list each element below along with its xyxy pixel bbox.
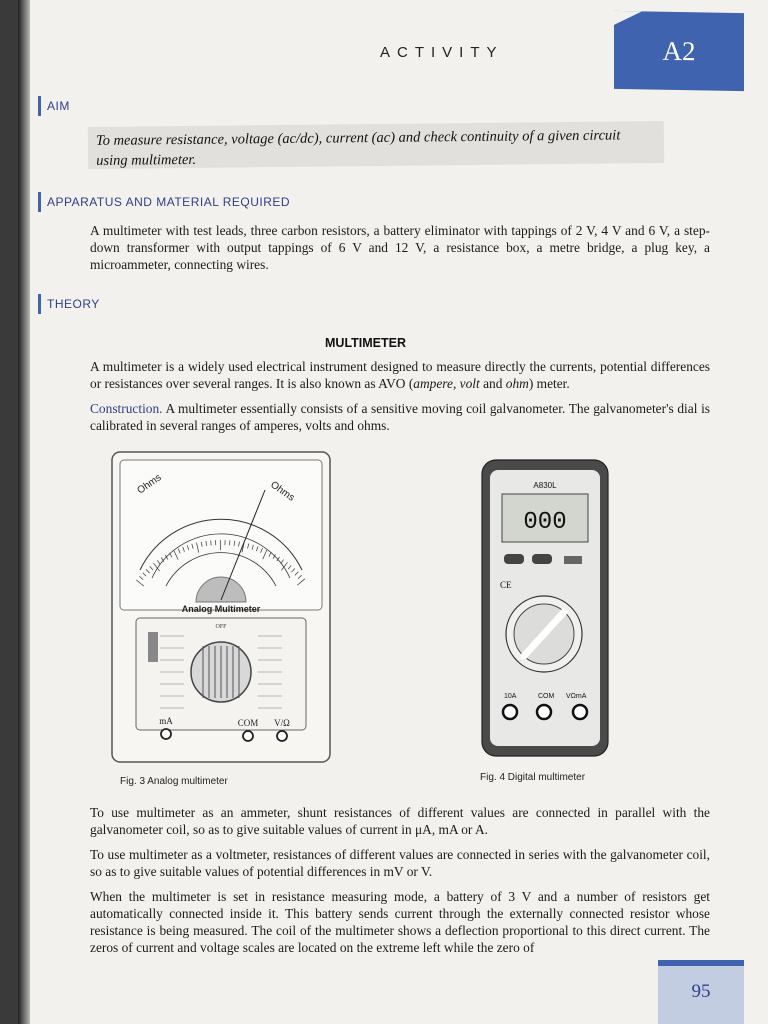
function-button[interactable] <box>532 554 552 564</box>
para1-end: ) meter. <box>528 376 570 391</box>
terminal-10a-label: 10A <box>504 693 517 700</box>
terminal-ma-label: mA <box>159 716 173 726</box>
activity-number-tab <box>614 11 744 91</box>
para1-and: and <box>479 376 506 391</box>
theory-para-1 <box>90 358 710 392</box>
ce-mark: CE <box>500 580 512 590</box>
fig4-caption: Fig. 4 Digital multimeter <box>480 772 586 783</box>
apparatus-text: A multimeter with test leads, three carbon resistors, a battery eliminator with tappings of 2 V, 4 V and 6 V, a step-down transformer with output tappings of 6 V and 12 V, a resistance box, a metre bridge, a plug key, a microammeter, connecting wires. <box>90 223 710 272</box>
page-number: 95 <box>691 981 711 1002</box>
aim-text-line2: using multimeter. <box>96 151 197 169</box>
terminal-com-jack[interactable] <box>243 731 253 741</box>
theory-para-4: To use multimeter as a voltmeter, resistances of different values are connected in series with the galvanometer coil, so as to give suitable values of potential differences in mV or V. <box>90 847 710 879</box>
terminal-ma-jack[interactable] <box>161 729 171 739</box>
theory-para-3: To use multimeter as an ammeter, shunt resistances of different values are connected in parallel with the galvanometer coil, so as to give suitable values of current in μA, mA or A. <box>90 805 710 837</box>
construction-text: A multimeter essentially consists of a sensitive moving coil galvanometer. The galvanometer's dial is calibrated in several ranges of amperes, volts and ohms. <box>90 401 710 433</box>
para1-volt: volt <box>459 376 480 391</box>
page-number-strip <box>658 960 744 966</box>
aim-text-line1: To measure resistance, voltage (ac/dc), current (ac) and check continuity of a given circuit <box>95 127 621 149</box>
para1-ohm: ohm <box>505 376 529 391</box>
tab-fold <box>614 11 642 25</box>
analog-title: Analog Multimeter <box>181 604 261 614</box>
terminal-vohm-label-digital: VΩmA <box>566 693 587 700</box>
heading-bar <box>38 192 41 212</box>
hold-button[interactable] <box>504 554 524 564</box>
theory-para-2 <box>90 400 710 434</box>
fig3-caption: Fig. 3 Analog multimeter <box>120 776 228 787</box>
theory-para-5: When the multimeter is set in resistance measuring mode, a battery of 3 V and a number of resistors get automatically connected inside it. This battery sends current through the externally connected resistor whose resistance is being measured. The coil of the multimeter shows a deflection proportional to this direct current. The zeros of current and voltage scales are located on the extreme left while the zero of <box>90 889 710 955</box>
multimeter-subheading: MULTIMETER <box>325 336 407 350</box>
theory-heading <box>38 294 100 314</box>
digital-multimeter-figure <box>480 458 610 758</box>
para1-sep: , <box>452 376 460 391</box>
analog-multimeter-figure <box>110 450 332 764</box>
terminal-vohm-label: V/Ω <box>274 718 290 728</box>
lcd-reading: 000 <box>523 509 567 536</box>
jack-com[interactable] <box>537 705 551 719</box>
ohms-left-label: Ohms <box>135 472 164 497</box>
para1-text: A multimeter is a widely used electrical instrument designed to measure directly the currents, potential differences or resistances over several ranges. It is also known as AVO ( <box>90 359 710 391</box>
apparatus-heading-text: APPARATUS AND MATERIAL REQUIRED <box>47 195 291 209</box>
heading-bar <box>38 96 41 116</box>
construction-label: Construction. <box>90 401 163 416</box>
jack-vohm[interactable] <box>573 705 587 719</box>
page-number-box <box>658 960 744 1024</box>
digital-model: A830L <box>533 481 557 490</box>
activity-label: ACTIVITY <box>380 44 504 61</box>
aim-heading <box>38 96 70 116</box>
activity-number: A2 <box>662 35 696 66</box>
aim-box <box>88 121 664 169</box>
terminal-com-label: COM <box>237 718 259 728</box>
theory-heading-text: THEORY <box>47 297 100 311</box>
apparatus-heading <box>38 192 290 212</box>
jack-10a[interactable] <box>503 705 517 719</box>
off-label: OFF <box>215 624 227 630</box>
ohms-right-label: Ohms <box>268 479 297 504</box>
battery-indicator <box>148 632 158 662</box>
terminal-vohm-jack[interactable] <box>277 731 287 741</box>
aim-heading-text: AIM <box>47 99 70 113</box>
para1-ampere: ampere <box>413 376 453 391</box>
heading-bar <box>38 294 41 314</box>
transistor-socket <box>564 556 582 564</box>
terminal-com-label-digital: COM <box>538 693 555 700</box>
